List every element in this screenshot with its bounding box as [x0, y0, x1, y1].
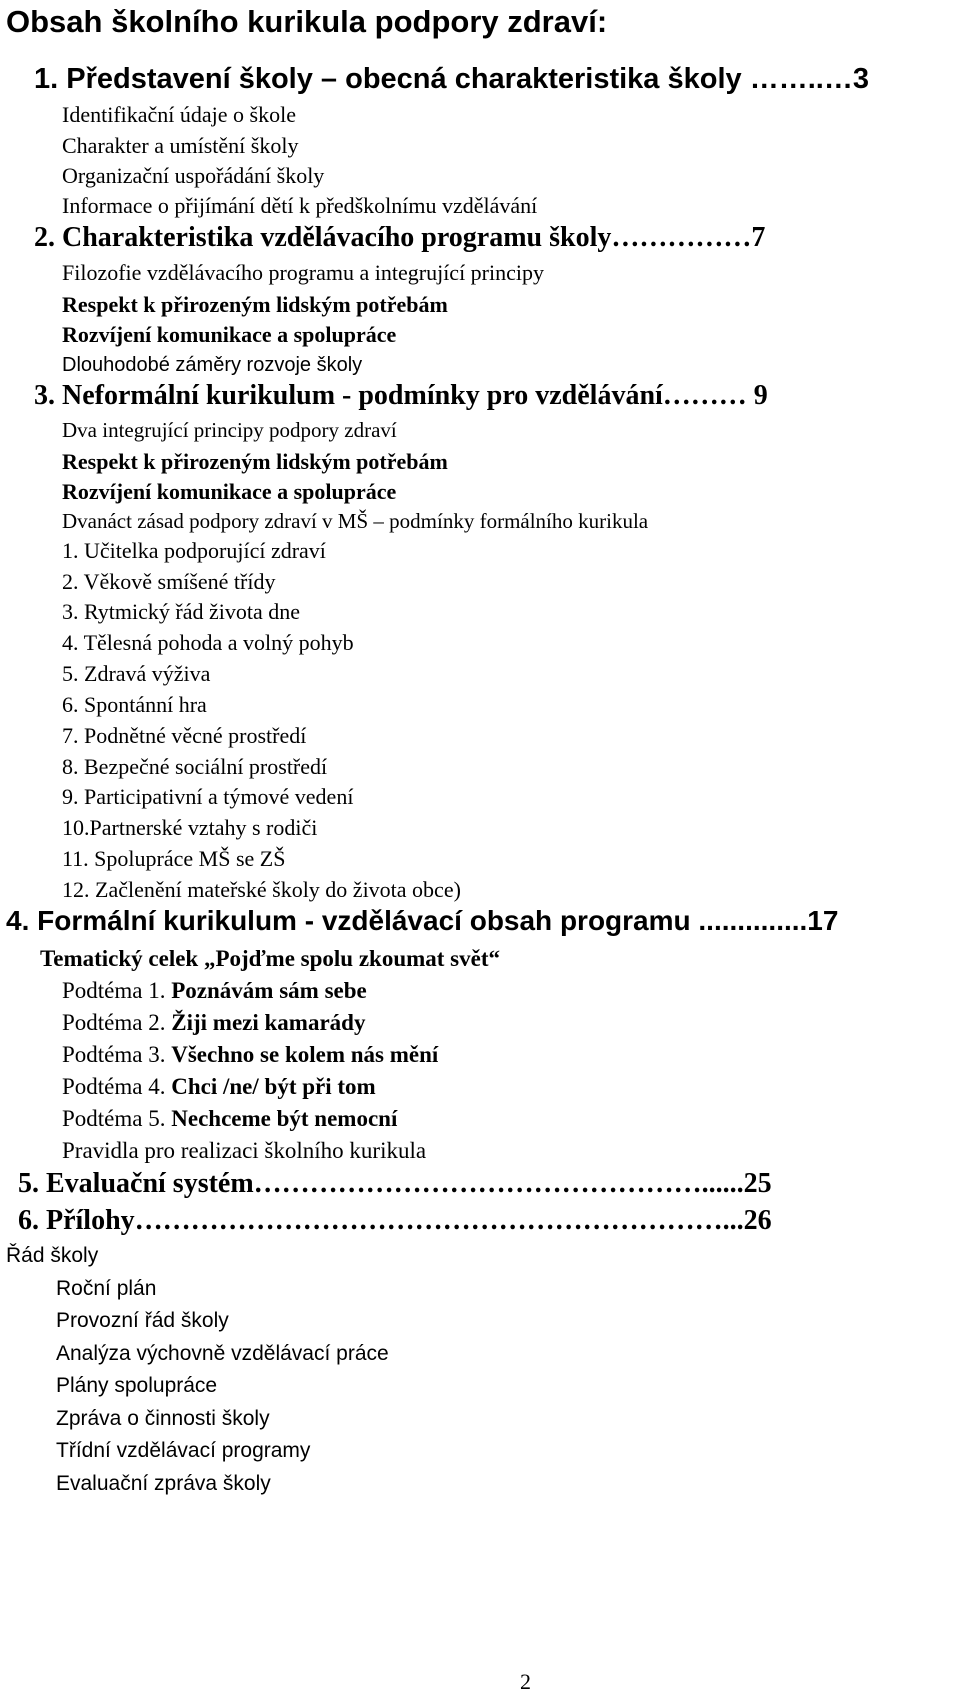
subtheme-name: Chci /ne/ být při tom: [171, 1074, 376, 1099]
section-5-heading: 5. Evaluační systém…………………………………………......25: [18, 1168, 772, 1199]
section-2-heading: 2. Charakteristika vzdělávacího programu školy……………7: [34, 222, 766, 253]
section-3-item: Respekt k přirozeným lidským potřebám: [62, 449, 448, 474]
principle-item: 8. Bezpečné sociální prostředí: [62, 754, 328, 779]
subtheme-name: Žiji mezi kamarády: [171, 1010, 366, 1035]
section-2-item: Rozvíjení komunikace a spolupráce: [62, 322, 397, 347]
subtheme-name: Všechno se kolem nás mění: [171, 1042, 439, 1067]
principle-item: 6. Spontánní hra: [62, 692, 207, 717]
subtheme-prefix: Podtéma 1.: [62, 978, 172, 1003]
subtheme-item: [62, 979, 367, 1002]
section-1-item: Identifikační údaje o škole: [62, 102, 296, 127]
section-4-rules: Pravidla pro realizaci školního kurikula: [62, 1138, 427, 1163]
section-2-item: Dlouhodobé záměry rozvoje školy: [62, 354, 363, 376]
attachment-item: Roční plán: [56, 1277, 157, 1300]
section-1-item: Charakter a umístění školy: [62, 133, 299, 158]
subtheme-item: [62, 1107, 397, 1130]
attachment-item: Zpráva o činnosti školy: [56, 1407, 270, 1430]
principle-item: 1. Učitelka podporující zdraví: [62, 538, 326, 563]
subtheme-prefix: Podtéma 2.: [62, 1010, 172, 1035]
page-number: 2: [520, 1669, 531, 1694]
subtheme-item: [62, 1075, 376, 1098]
principle-item: 3. Rytmický řád života dne: [62, 599, 301, 624]
attachment-item: Řád školy: [6, 1244, 99, 1267]
subtheme-item: [62, 1011, 365, 1034]
principle-item: 9. Participativní a týmové vedení: [62, 784, 354, 809]
section-2-item: Respekt k přirozeným lidským potřebám: [62, 292, 448, 317]
attachment-item: Provozní řád školy: [56, 1309, 229, 1332]
principle-item: 2. Věkově smíšené třídy: [62, 569, 276, 594]
principle-item: 5. Zdravá výživa: [62, 661, 211, 686]
attachment-item: Třídní vzdělávací programy: [56, 1439, 311, 1462]
principle-item: 10.Partnerské vztahy s rodiči: [62, 815, 318, 840]
attachment-item: Evaluační zpráva školy: [56, 1472, 271, 1495]
principle-item: 4. Tělesná pohoda a volný pohyb: [62, 630, 354, 655]
document-title: Obsah školního kurikula podpory zdraví:: [6, 4, 608, 39]
section-1-item: Organizační uspořádání školy: [62, 163, 325, 188]
section-6-heading: 6. Přílohy………………………………………………………...26: [18, 1205, 772, 1236]
section-3-item: Dvanáct zásad podpory zdraví v MŠ – podmínky formálního kurikula: [62, 509, 649, 533]
section-1-heading: 1. Představení školy – obecná charakteristika školy ……..…3: [34, 63, 869, 95]
subtheme-prefix: Podtéma 3.: [62, 1042, 172, 1067]
subtheme-prefix: Podtéma 4.: [62, 1074, 172, 1099]
subtheme-prefix: Podtéma 5.: [62, 1106, 172, 1131]
attachment-item: Analýza výchovně vzdělávací práce: [56, 1342, 389, 1365]
principle-item: 12. Začlenění mateřské školy do života obce): [62, 877, 461, 902]
section-2-item: Filozofie vzdělávacího programu a integrující principy: [62, 260, 545, 285]
subtheme-name: Poznávám sám sebe: [171, 978, 367, 1003]
section-4-heading: 4. Formální kurikulum - vzdělávací obsah programu ..............17: [6, 905, 839, 936]
section-3-heading: 3. Neformální kurikulum - podmínky pro vzdělávání……… 9: [34, 380, 768, 411]
section-3-item: Rozvíjení komunikace a spolupráce: [62, 479, 397, 504]
subtheme-item: [62, 1043, 438, 1066]
subtheme-name: Nechceme být nemocní: [171, 1106, 398, 1131]
principle-item: 11. Spolupráce MŠ se ZŠ: [62, 846, 286, 871]
attachment-item: Plány spolupráce: [56, 1374, 218, 1397]
principle-item: 7. Podnětné věcné prostředí: [62, 723, 307, 748]
section-1-item: Informace o přijímání dětí k předškolnímu vzdělávání: [62, 193, 538, 218]
section-4-theme: Tematický celek „Pojďme spolu zkoumat svět“: [40, 946, 500, 971]
section-3-item: Dva integrující principy podpory zdraví: [62, 418, 397, 442]
